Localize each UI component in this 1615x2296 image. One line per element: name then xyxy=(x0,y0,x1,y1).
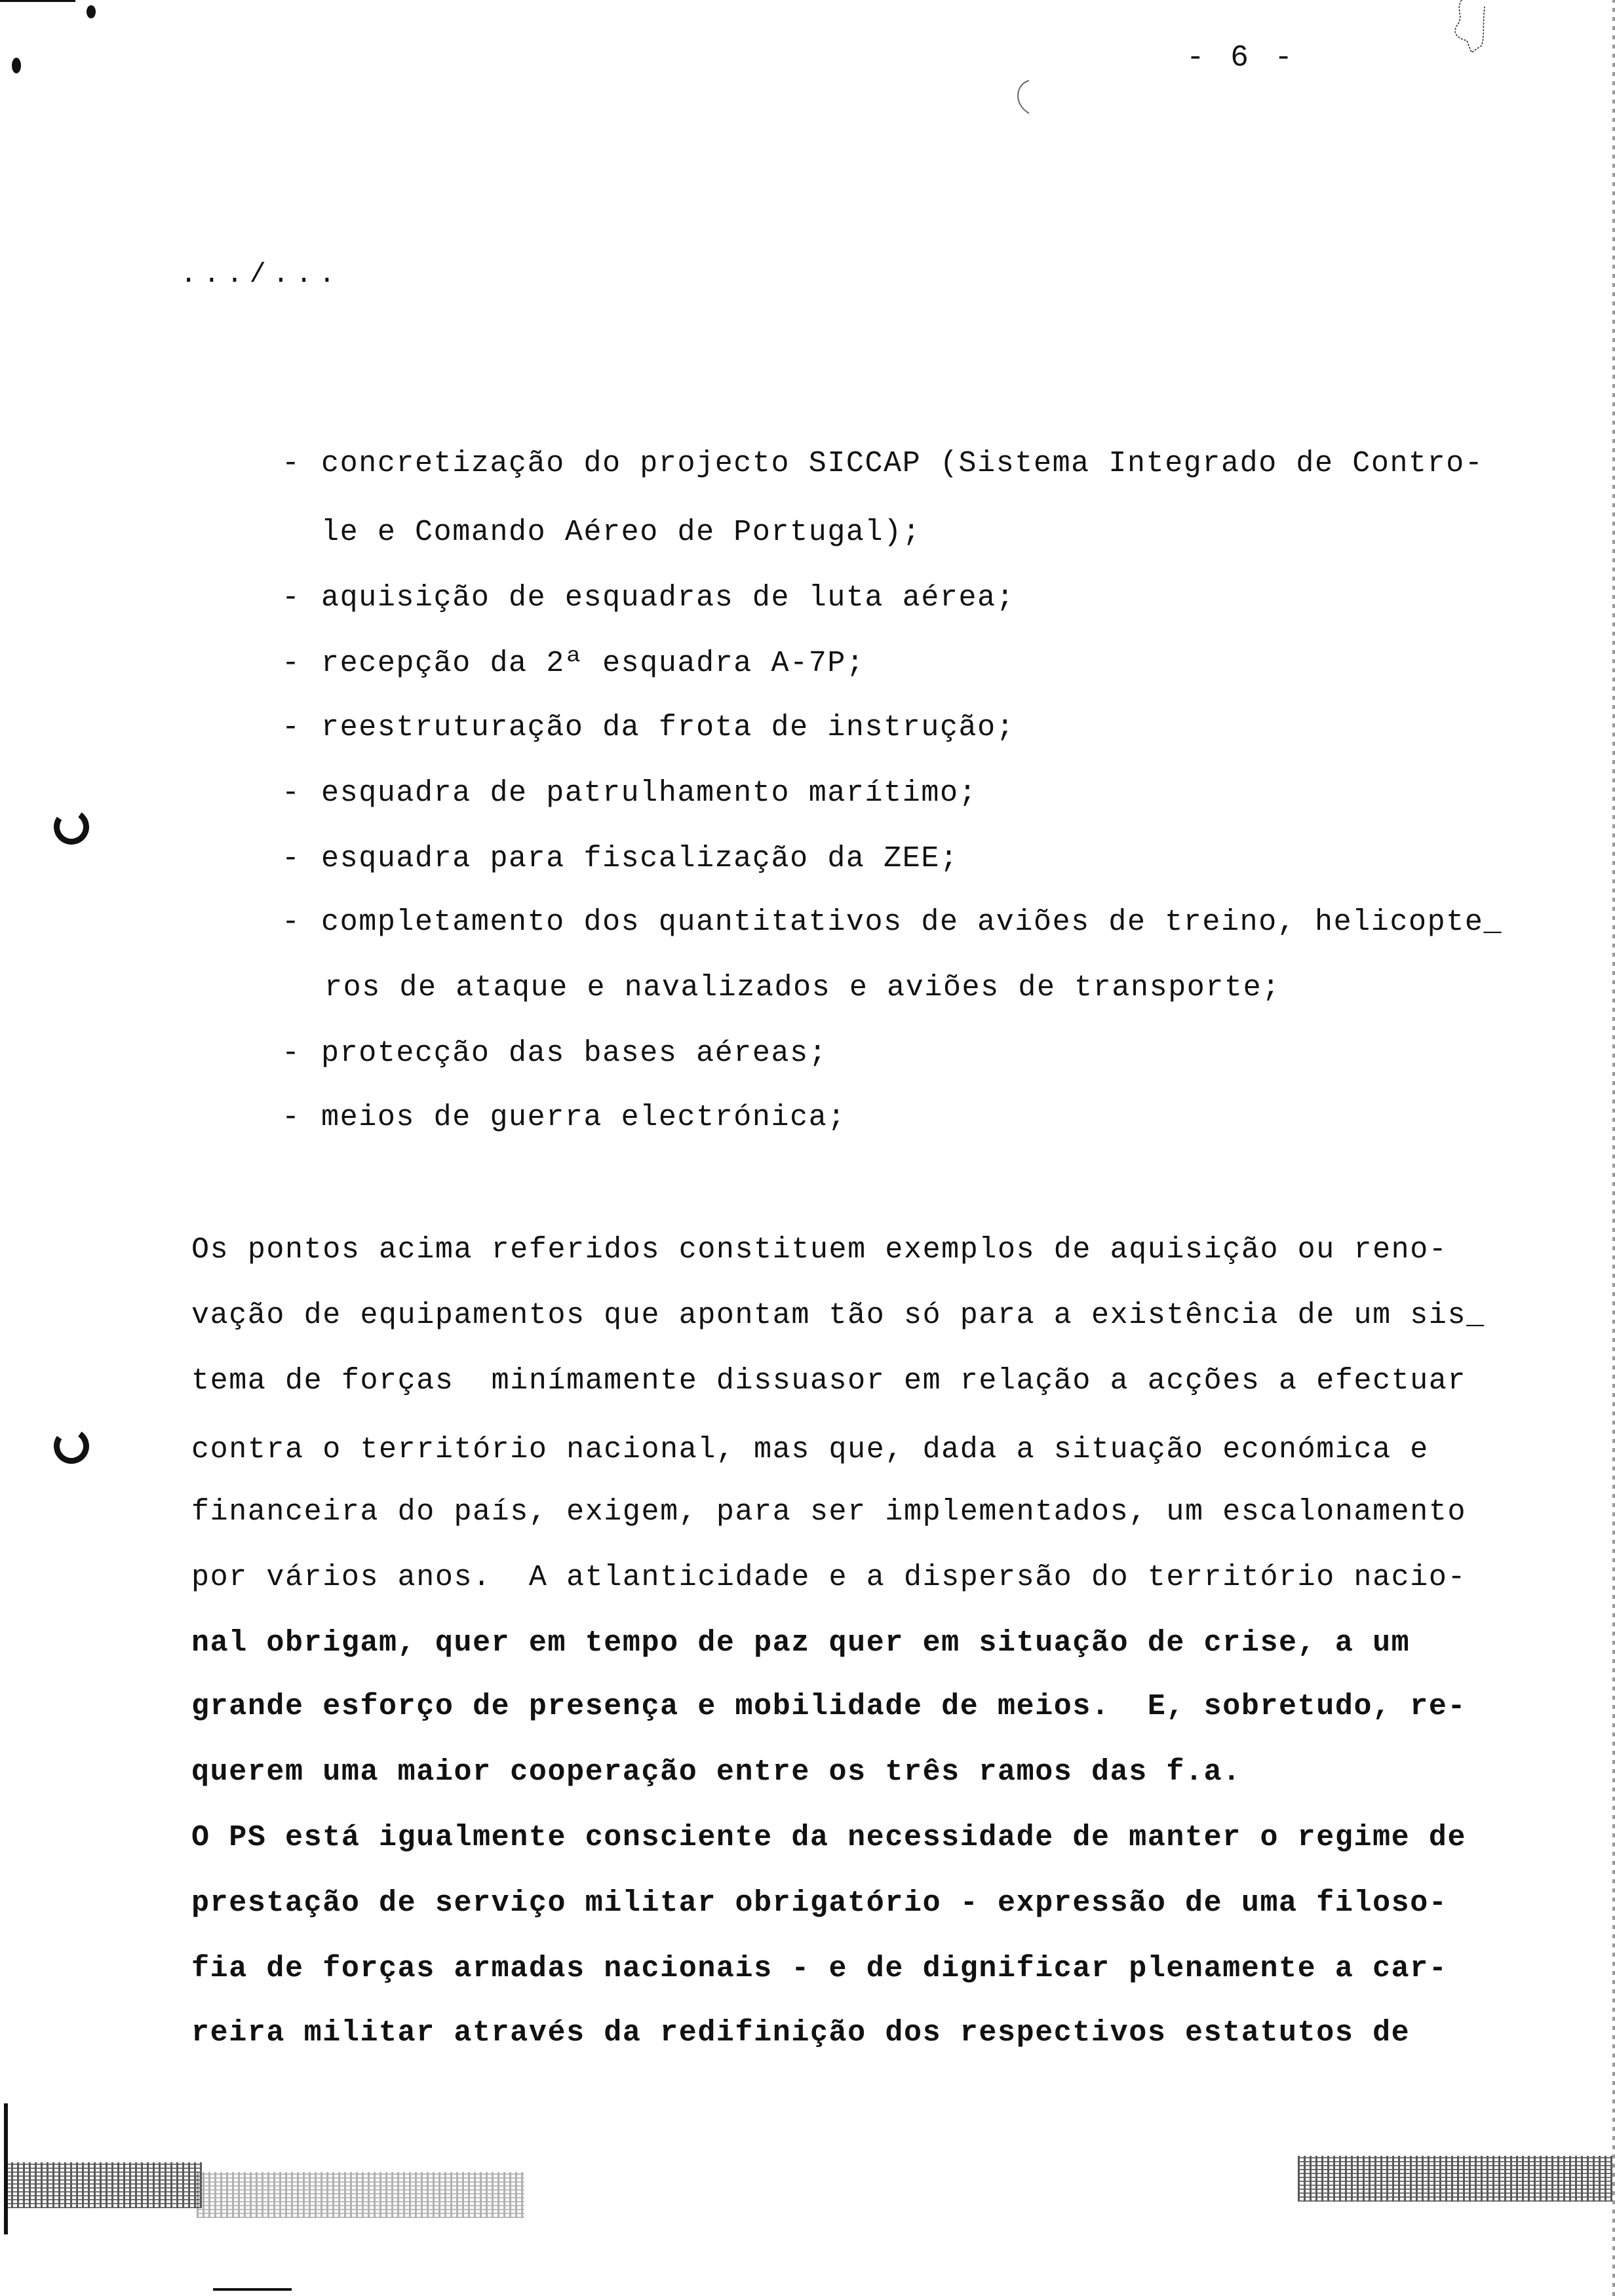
punch-hole-icon xyxy=(51,1426,92,1467)
list-item-text: esquadra de patrulhamento marítimo; xyxy=(321,776,978,810)
paragraph-line: O PS está igualmente consciente da necessidade de manter o regime de xyxy=(191,1821,1467,1854)
page-number: - 6 - xyxy=(1186,41,1297,75)
bullet-marker: - xyxy=(282,581,301,615)
scan-edge xyxy=(1612,0,1615,2296)
paragraph-line: reira militar através da redifinição dos respectivos estatutos de xyxy=(191,2016,1411,2050)
punch-hole-icon xyxy=(51,807,92,848)
list-item xyxy=(282,908,1502,937)
scan-noise xyxy=(5,2162,202,2208)
scan-noise xyxy=(1298,2156,1612,2202)
list-item xyxy=(282,1103,846,1132)
bullet-marker: - xyxy=(282,711,301,744)
paragraph-line: por vários anos. A atlanticidade e a dispersão do território nacio- xyxy=(191,1561,1467,1594)
list-item-text: ros de ataque e navalizados e aviões de transporte; xyxy=(324,971,1281,1004)
bullet-marker: - xyxy=(282,906,301,939)
paragraph-line: fia de forças armadas nacionais - e de dignificar plenamente a car- xyxy=(191,1952,1448,1985)
paragraph-line: grande esforço de presença e mobilidade de meios. E, sobretudo, re- xyxy=(191,1690,1467,1723)
scan-speck xyxy=(12,58,21,73)
list-item xyxy=(282,778,977,808)
list-item xyxy=(282,713,1015,742)
bullet-marker: - xyxy=(282,647,301,680)
scan-line xyxy=(213,2288,292,2291)
scan-speck xyxy=(87,5,96,18)
list-item xyxy=(282,449,1483,478)
bullet-marker: - xyxy=(282,1101,301,1134)
bullet-marker: - xyxy=(282,1037,301,1070)
scan-line xyxy=(4,2103,8,2234)
scan-line xyxy=(0,0,75,2)
scan-noise xyxy=(197,2172,524,2218)
list-item-text: recepção da 2ª esquadra A-7P; xyxy=(321,647,865,680)
list-item-text: completamento dos quantitativos de aviões de treino, helicopte_ xyxy=(321,906,1503,939)
list-item-continuation xyxy=(321,518,921,547)
paragraph-line: tema de forças minímamente dissuasor em relação a acções a efectuar xyxy=(191,1364,1467,1398)
list-item-continuation xyxy=(324,973,1281,1003)
bullet-marker: - xyxy=(282,842,301,875)
bullet-marker: - xyxy=(282,447,301,480)
list-item xyxy=(282,844,959,873)
handwritten-mark-icon xyxy=(1449,0,1508,56)
list-item-text: aquisição de esquadras de luta aérea; xyxy=(321,581,1015,615)
paragraph-line: prestação de serviço militar obrigatório - expressão de uma filoso- xyxy=(191,1886,1448,1920)
list-item xyxy=(282,583,1015,613)
bullet-marker: - xyxy=(282,776,301,810)
paragraph-line: contra o território nacional, mas que, dada a situação económica e xyxy=(191,1433,1429,1466)
paragraph-line: vação de equipamentos que apontam tão só para a existência de um sis_ xyxy=(191,1299,1485,1332)
list-item xyxy=(282,1039,827,1068)
paragraph-line: financeira do país, exigem, para ser implementados, um escalonamento xyxy=(191,1495,1467,1529)
list-item-text: concretização do projecto SICCAP (Sistema Integrado de Contro- xyxy=(321,447,1484,480)
list-item-text: esquadra para fiscalização da ZEE; xyxy=(321,842,959,875)
list-item-text: protecção das bases aéreas; xyxy=(321,1037,828,1070)
list-item xyxy=(282,649,865,678)
handwritten-mark-icon xyxy=(1009,77,1036,117)
list-item-text: reestruturação da frota de instrução; xyxy=(321,711,1015,744)
continuation-mark: .../... xyxy=(180,259,342,290)
paragraph-line: querem uma maior cooperação entre os três ramos das f.a. xyxy=(191,1755,1241,1789)
paragraph-line: nal obrigam, quer em tempo de paz quer em situação de crise, a um xyxy=(191,1626,1411,1660)
paragraph-line: Os pontos acima referidos constituem exemplos de aquisição ou reno- xyxy=(191,1233,1448,1267)
list-item-text: le e Comando Aéreo de Portugal); xyxy=(321,516,922,549)
list-item-text: meios de guerra electrónica; xyxy=(321,1101,846,1134)
